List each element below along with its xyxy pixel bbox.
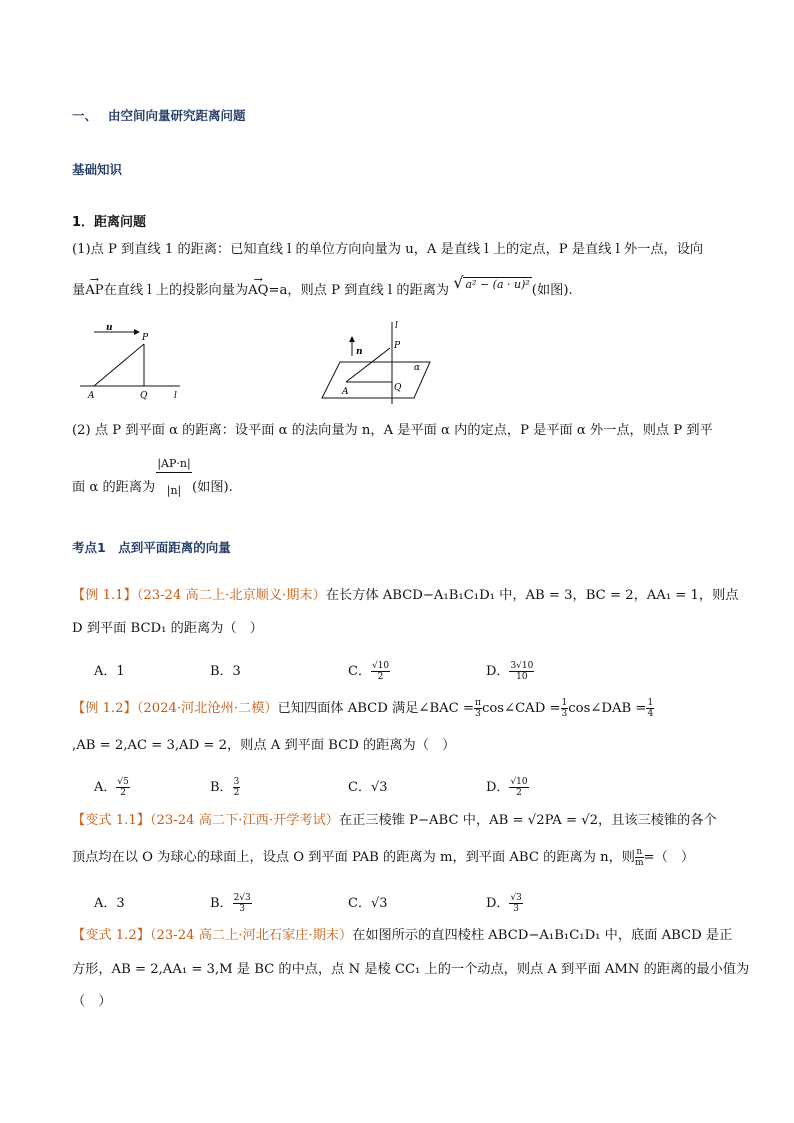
variant-1-1-line1 bbox=[72, 811, 717, 831]
variant-1-1-option-d-label: D． bbox=[486, 896, 510, 911]
frac-num: 1 bbox=[647, 698, 654, 708]
p2-line2-b: (如图). bbox=[192, 480, 233, 495]
example-1-2-option-c[interactable]: C．√3 bbox=[348, 780, 388, 795]
vector-ap: → AP bbox=[85, 281, 103, 301]
frac-num: π bbox=[475, 698, 481, 708]
figure-point-line-distance bbox=[72, 318, 192, 402]
frac-den: 3 bbox=[513, 904, 520, 914]
example-1-2-tag: 【例 1.2】 bbox=[72, 701, 137, 716]
example-1-1-tag: 【例 1.1】 bbox=[72, 588, 137, 603]
sqrt-formula: √ a² − (a · u)² bbox=[453, 273, 530, 292]
example-1-1-option-b[interactable]: B．3 bbox=[210, 664, 241, 679]
frac-num: √3 bbox=[510, 893, 522, 903]
example-1-1-option-d-frac bbox=[509, 661, 534, 682]
frac-den: 3 bbox=[239, 904, 246, 914]
section-title: 由空间向量研究距离问题 bbox=[108, 108, 246, 123]
frac-num: 1 bbox=[561, 698, 568, 708]
variant-1-1-option-c[interactable]: C．√3 bbox=[348, 896, 388, 911]
variant-1-1-source: （23-24 高二下·江西·开学考试） bbox=[149, 813, 339, 828]
variant-1-1-line2 bbox=[72, 847, 694, 868]
p2-fraction-num: |AP·n| bbox=[156, 456, 192, 473]
frac-den: 2 bbox=[516, 788, 522, 798]
fig2-label-l: l bbox=[395, 321, 398, 331]
example-1-1-option-c-label: C． bbox=[348, 664, 371, 679]
frac-num: √10 bbox=[510, 777, 528, 787]
frac-n-m bbox=[635, 847, 644, 868]
example-1-1-line1 bbox=[72, 586, 739, 606]
fig2-label-p: P bbox=[394, 341, 401, 351]
frac-den: 2 bbox=[233, 788, 240, 798]
frac-num: √10 bbox=[371, 661, 390, 671]
frac-pi-3 bbox=[474, 698, 482, 719]
section-number: 一、 bbox=[72, 108, 98, 123]
frac-den: m bbox=[634, 858, 644, 868]
frac-num: 2√3 bbox=[233, 893, 251, 903]
frac-den: 2 bbox=[120, 788, 126, 798]
example-1-2-text1c: cos∠DAB = bbox=[568, 701, 647, 716]
example-1-1-option-d-label: D． bbox=[486, 664, 510, 679]
example-1-2-option-b-label: B． bbox=[210, 780, 233, 795]
example-1-2-option-b[interactable] bbox=[210, 776, 240, 798]
variant-1-1-option-b-label: B． bbox=[210, 896, 233, 911]
variant-1-1-option-b[interactable] bbox=[210, 892, 252, 914]
fig1-label-a: A bbox=[88, 391, 95, 401]
fig2-label-a: A bbox=[342, 387, 349, 397]
example-1-1-option-c-frac bbox=[371, 661, 390, 682]
example-1-2-option-a[interactable] bbox=[94, 776, 130, 798]
p2-fraction bbox=[156, 456, 192, 499]
variant-1-1-option-b-frac bbox=[233, 893, 252, 914]
p2-fraction-den: |n| bbox=[166, 484, 182, 497]
example-1-1-line2: D 到平面 BCD₁ 的距离为（ ） bbox=[72, 621, 263, 636]
variant-1-1-option-a[interactable]: A．3 bbox=[94, 896, 125, 911]
example-1-2-source: （2024·河北沧州·二模） bbox=[136, 701, 278, 716]
variant-1-1-text2a: 顶点均在以 O 为球心的球面上，设点 O 到平面 PAB 的距离为 m，到平面 ABC 的距离为 n，则 bbox=[72, 850, 635, 865]
frac-den: 3 bbox=[561, 709, 568, 719]
fig2-label-q: Q bbox=[394, 383, 402, 393]
example-1-2-text1a: 已知四面体 ABCD 满足∠BAC = bbox=[277, 701, 475, 716]
example-1-2-option-d-frac bbox=[509, 777, 528, 798]
frac-num: √5 bbox=[117, 777, 129, 787]
example-1-2-option-d-label: D． bbox=[486, 780, 510, 795]
fig1-label-p: P bbox=[142, 333, 149, 343]
variant-1-2-line2: 方形，AB = 2,AA₁ = 3,M 是 BC 的中点，点 N 是棱 CC₁ 上的一个动点，则点 A 到平面 AMN 的距离的最小值为 bbox=[72, 962, 750, 977]
sqrt-formula-body: a² − (a · u)² bbox=[465, 278, 530, 291]
frac-den: 10 bbox=[516, 672, 528, 682]
fig2-label-alpha: α bbox=[414, 363, 421, 373]
example-1-2-option-d[interactable] bbox=[486, 776, 529, 798]
p1-line2-c: =a，则点 P 到直线 l 的距离为 bbox=[268, 283, 450, 298]
frac-num: 3√10 bbox=[510, 661, 534, 671]
fig1-label-l: l bbox=[174, 391, 177, 401]
variant-1-2-line3: （ ） bbox=[72, 994, 112, 1009]
fig2-label-n: n bbox=[356, 347, 363, 357]
frac-den: 4 bbox=[647, 709, 654, 719]
variant-1-2-source: （23-24 高二上·河北石家庄·期末） bbox=[149, 928, 353, 943]
variant-1-1-option-d-frac bbox=[509, 893, 522, 914]
example-1-1-option-a[interactable]: A．1 bbox=[94, 664, 125, 679]
example-1-1-source: （23-24 高二上·北京顺义·期末） bbox=[136, 588, 326, 603]
basics-heading: 基础知识 bbox=[72, 162, 123, 177]
frac-num: n bbox=[636, 847, 643, 857]
p1-line2 bbox=[72, 273, 573, 301]
example-1-2-option-a-label: A． bbox=[94, 780, 117, 795]
example-1-2-option-b-frac bbox=[233, 777, 241, 798]
example-1-2-line1 bbox=[72, 698, 654, 719]
variant-1-2-tag: 【变式 1.2】 bbox=[72, 928, 150, 943]
kaodian-heading: 考点1 点到平面距离的向量 bbox=[72, 540, 231, 555]
frac-num: 3 bbox=[233, 777, 240, 787]
variant-1-1-text1: 在正三棱锥 P−ABC 中，AB = √2PA = √2，且该三棱锥的各个 bbox=[338, 813, 717, 828]
p2-line2-a: 面 α 的距离为 bbox=[72, 480, 156, 495]
variant-1-1-tag: 【变式 1.1】 bbox=[72, 813, 150, 828]
example-1-2-line2: ,AB = 2,AC = 3,AD = 2，则点 A 到平面 BCD 的距离为（ ） bbox=[72, 738, 456, 753]
p1-line2-b: 在直线 l 上的投影向量为 bbox=[103, 283, 249, 298]
example-1-1-option-c[interactable] bbox=[348, 660, 390, 682]
p2-line1: (2) 点 P 到平面 α 的距离：设平面 α 的法向量为 n，A 是平面 α 内的定点，P 是平面 α 外一点，则点 P 到平 bbox=[72, 423, 713, 438]
figure-point-plane-distance bbox=[318, 318, 438, 404]
p1-line2-a: 量 bbox=[72, 283, 86, 298]
variant-1-1-option-d[interactable] bbox=[486, 892, 523, 914]
p1-line2-d: (如图). bbox=[531, 283, 573, 298]
frac-den: 3 bbox=[475, 709, 481, 719]
variant-1-2-text1: 在如图所示的直四棱柱 ABCD−A₁B₁C₁D₁ 中，底面 ABCD 是正 bbox=[352, 928, 733, 943]
vector-aq: → AQ bbox=[248, 281, 268, 301]
example-1-2-text1b: cos∠CAD = bbox=[481, 701, 561, 716]
fig1-label-q: Q bbox=[140, 391, 148, 401]
frac-1-4 bbox=[646, 698, 654, 719]
example-1-1-text1: 在长方体 ABCD−A₁B₁C₁D₁ 中，AB = 3，BC = 2，AA₁ = 1，则点 bbox=[325, 588, 739, 603]
p1-line1: (1)点 P 到直线 1 的距离：已知直线 l 的单位方向向量为 u，A 是直线 l 上的定点，P 是直线 l 外一点，设向 bbox=[72, 242, 704, 257]
topic-heading: 1．距离问题 bbox=[72, 215, 147, 230]
fig1-label-u: u bbox=[106, 323, 113, 333]
variant-1-2-line1 bbox=[72, 926, 732, 946]
example-1-1-option-d[interactable] bbox=[486, 660, 534, 682]
example-1-2-option-a-frac bbox=[116, 777, 129, 798]
variant-1-1-text2b: =（ ） bbox=[643, 850, 695, 865]
frac-den: 2 bbox=[377, 672, 384, 682]
